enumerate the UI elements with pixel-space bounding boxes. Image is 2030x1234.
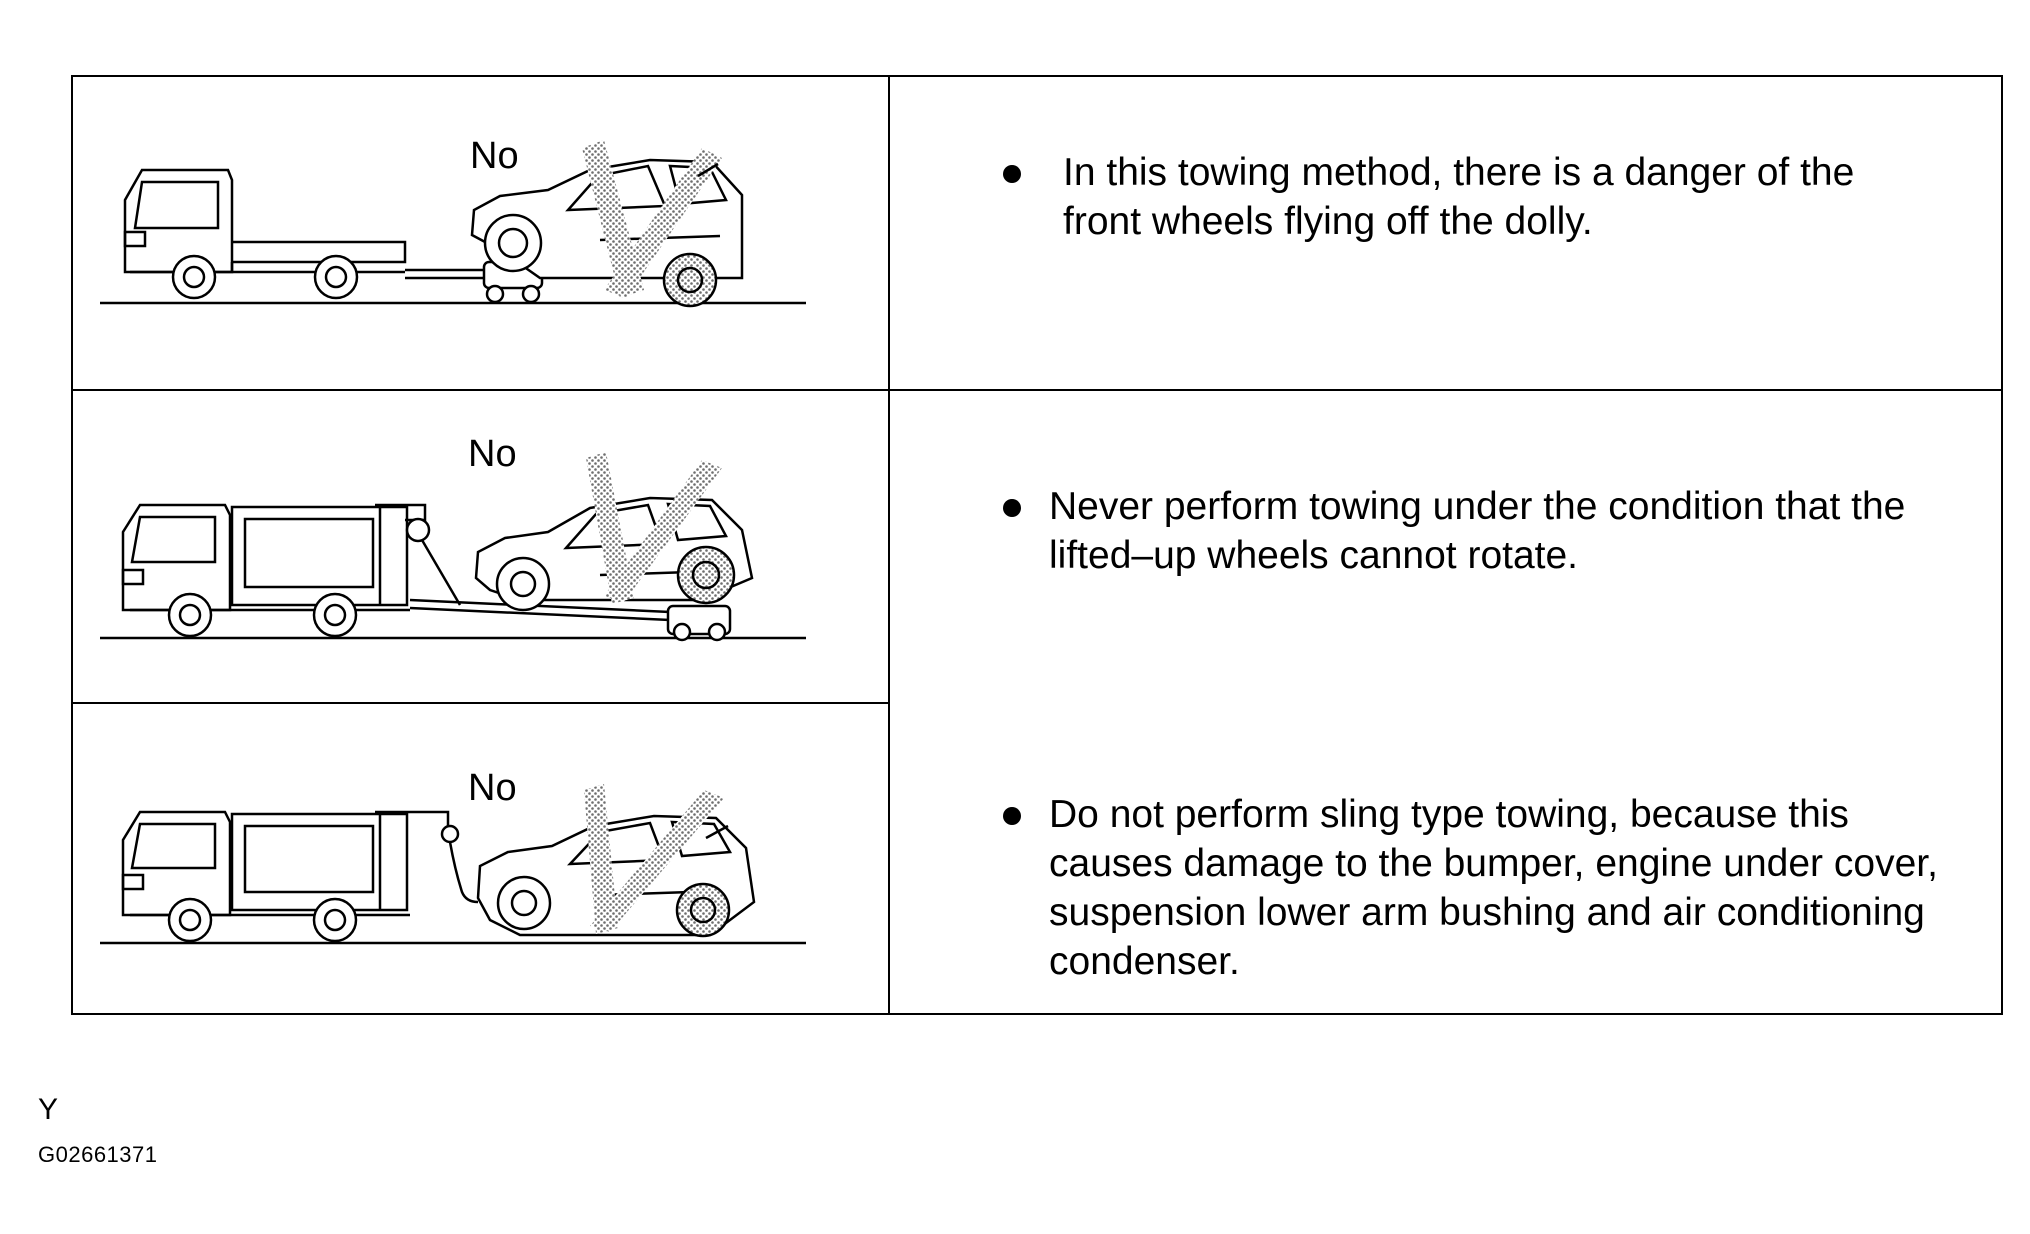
- illustration-row-3: [100, 784, 806, 943]
- no-label-row-2: No: [468, 433, 517, 475]
- illustration-row-1: [100, 140, 806, 306]
- no-label-row-3: No: [468, 767, 517, 809]
- instruction-text: In this towing method, there is a danger of the front wheels flying off the dolly.: [1063, 151, 1855, 243]
- illustration-row-2: [100, 452, 806, 640]
- figure-code: G02661371: [38, 1142, 158, 1167]
- instruction-text: Do not perform sling type towing, because this causes damage to the bumper, engine under cover, suspension lower arm bushing and air conditioning condenser.: [1049, 793, 1938, 983]
- figure-letter: Y: [38, 1093, 59, 1126]
- bullet-icon: [1003, 499, 1021, 517]
- instruction-text: Never perform towing under the condition that the lifted–up wheels cannot rotate.: [1049, 485, 1906, 577]
- bullet-icon: [1003, 165, 1021, 183]
- bullet-icon: [1003, 807, 1021, 825]
- no-label-row-1: No: [470, 135, 519, 177]
